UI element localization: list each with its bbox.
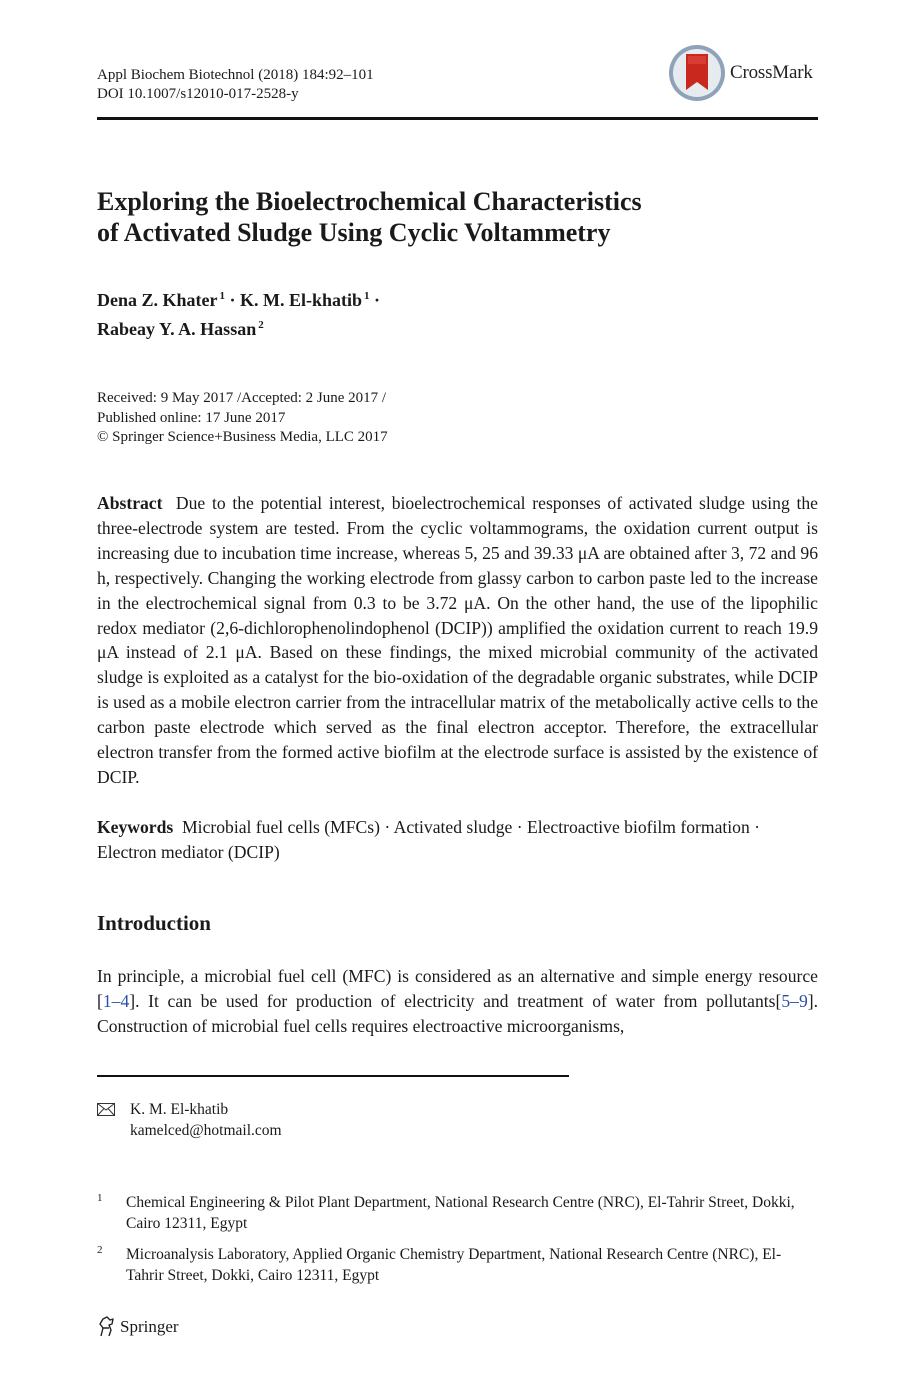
publication-dates — [97, 389, 697, 448]
affiliation-text: Microanalysis Laboratory, Applied Organic Chemistry Department, National Research Centre (NRC), El-Tahrir Street, Dokki, Cairo 12311, Egypt — [126, 1246, 782, 1284]
introduction-paragraph — [97, 964, 818, 1039]
journal-header — [97, 66, 374, 104]
intro-text-part: ]. Construction of microbial fuel cells requires electroactive microorganisms, — [97, 990, 818, 1036]
citation-link[interactable]: 5–9 — [781, 990, 808, 1011]
doi[interactable]: DOI 10.1007/s12010-017-2528-y — [97, 86, 299, 102]
keywords-label: Keywords — [97, 817, 174, 837]
author-name[interactable]: K. M. El-khatib — [240, 290, 363, 310]
footnote-divider — [97, 1075, 569, 1077]
springer-horse-icon — [97, 1316, 117, 1338]
crossmark-logo-icon — [668, 44, 726, 102]
affiliation-number: 2 — [97, 1244, 103, 1256]
author-separator: · — [369, 290, 381, 310]
crossmark-label: CrossMark — [730, 62, 813, 83]
author-name[interactable]: Rabeay Y. A. Hassan — [97, 319, 257, 339]
author-affil-ref: 1 — [364, 290, 370, 302]
envelope-icon — [97, 1103, 115, 1116]
author-affil-ref: 2 — [258, 319, 264, 331]
copyright: © Springer Science+Business Media, LLC 2017 — [97, 429, 388, 445]
publisher-logo — [97, 1316, 179, 1338]
author-affil-ref: 1 — [219, 290, 225, 302]
received-accepted: Received: 9 May 2017 /Accepted: 2 June 2017 / — [97, 390, 387, 406]
journal-citation: Appl Biochem Biotechnol (2018) 184:92–101 — [97, 67, 374, 83]
header-divider — [97, 117, 818, 120]
keywords — [97, 815, 818, 865]
keywords-text: Microbial fuel cells (MFCs) · Activated sludge · Electroactive biofilm formation · Electron mediator (DCIP) — [97, 817, 761, 862]
author-name[interactable]: Dena Z. Khater — [97, 290, 218, 310]
intro-text-part: In principle, a microbial fuel cell (MFC) is considered as an alternative and simple energy resource [ — [97, 966, 818, 1011]
published-online: Published online: 17 June 2017 — [97, 409, 286, 426]
crossmark-badge[interactable] — [668, 44, 820, 102]
intro-text-part: ]. It can be used for production of electricity and treatment of water from pollutants[ — [129, 990, 782, 1011]
corresponding-author-name: K. M. El-khatib — [130, 1101, 229, 1118]
affiliation-text: Chemical Engineering & Pilot Plant Department, National Research Centre (NRC), El-Tahrir Street, Dokki, Cairo 12311, Egypt — [126, 1194, 795, 1232]
citation-link[interactable]: 1–4 — [102, 990, 130, 1011]
article-title — [97, 186, 797, 248]
author-separator: · — [225, 290, 241, 310]
publisher-name: Springer — [120, 1317, 179, 1336]
affiliation-1 — [97, 1193, 818, 1234]
corresponding-author-email[interactable]: kamelced@hotmail.com — [130, 1122, 282, 1139]
corresponding-author — [97, 1099, 282, 1141]
title-line-2: of Activated Sludge Using Cyclic Voltammetry — [97, 218, 611, 247]
affiliation-2 — [97, 1245, 818, 1286]
section-heading-introduction: Introduction — [97, 911, 211, 935]
title-line-1: Exploring the Bioelectrochemical Characteristics — [97, 187, 642, 216]
author-list — [97, 284, 697, 342]
affiliation-number: 1 — [97, 1192, 103, 1204]
abstract-text: Due to the potential interest, bioelectrochemical responses of activated sludge using the three-electrode system are tested. From the cyclic voltammograms, the oxidation current output is increasing due to incubation time increase, whereas 5, 25 and 39.33 μA are obtained after 3, 72 and 96 h, respectively. Changing the working electrode from glassy carbon to carbon paste led to the increase in the electrochemical signal from 0.3 to be 3.72 μA. On the other hand, the use of the lipophilic redox mediator (2,6-dichlorophenolindophenol (DCIP)) amplified the oxidation current to reach 19.9 μA instead of 2.1 μA. Based on these findings, the mixed microbial community of the activated sludge is exploited as a catalyst for the bio-oxidation of the degradable organic substrates, while DCIP is used as a mobile electron carrier from the intracellular matrix of the metabolically active cells to the carbon paste electrode which served as the final electron acceptor. Therefore, the extracellular electron transfer from the formed active biofilm at the electrode surface is assisted by the existence of DCIP. — [97, 493, 818, 787]
abstract — [97, 491, 818, 790]
abstract-label: Abstract — [97, 493, 163, 513]
